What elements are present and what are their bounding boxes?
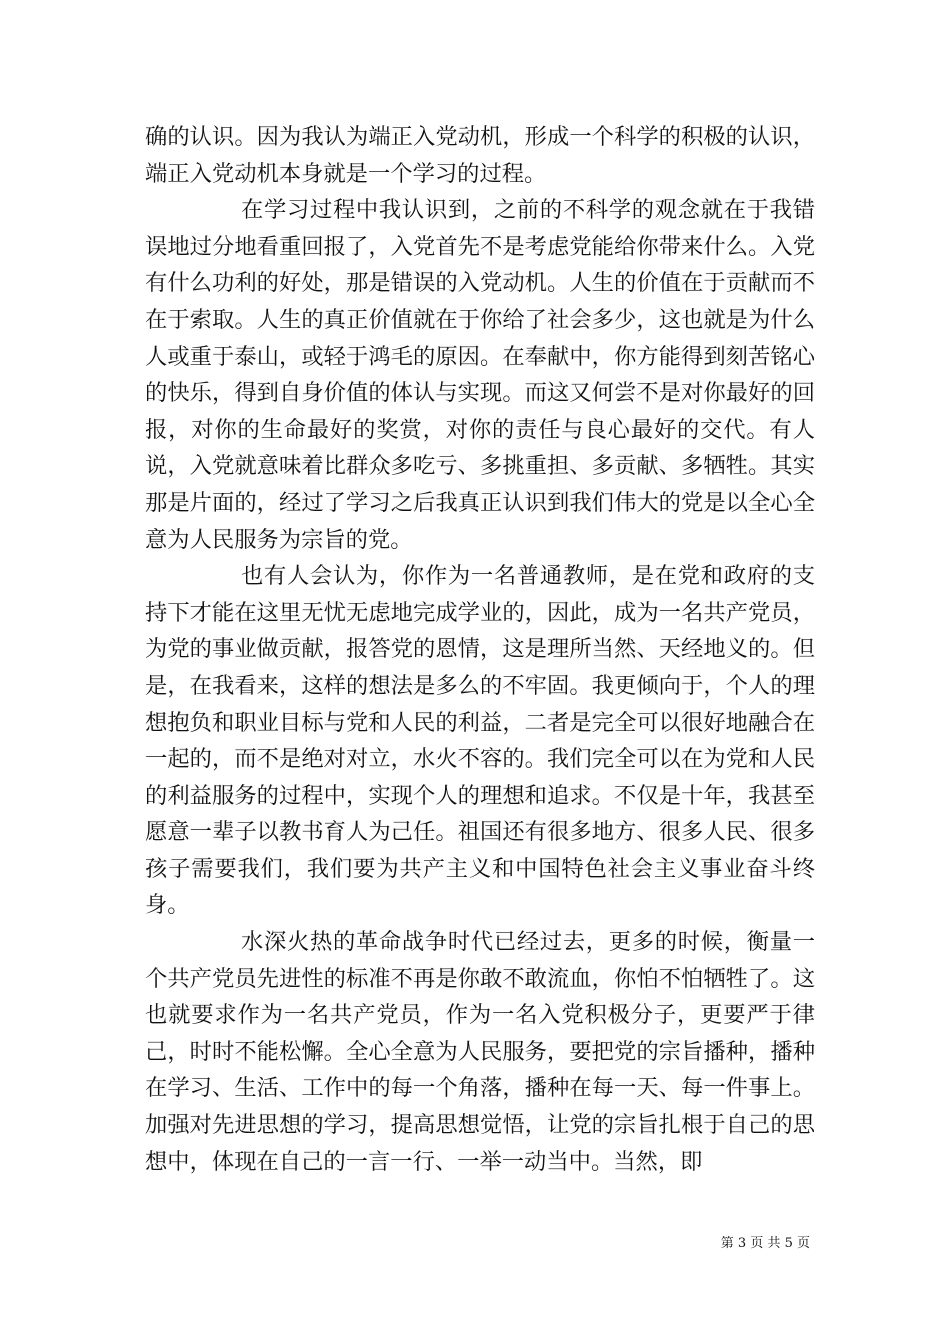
paragraph-teacher: 也有人会认为，你作为一名普通教师，是在党和政府的支持下才能在这里无忧无虑地完成学业的，因此，成为一名共产党员，为党的事业做贡献，报答党的恩情，这是理所当然、天经地义的。但是，在我看来，这样的想法是多么的不牢固。我更倾向于，个人的理想抱负和职业目标与党和人民的利益，二者是完全可以很好地融合在一起的，而不是绝对对立，水火不容的。我们完全可以在为党和人民的利益服务的过程中，实现个人的理想和追求。不仅是十年，我甚至愿意一辈子以教书育人为己任。祖国还有很多地方、很多人民、很多孩子需要我们，我们要为共产主义和中国特色社会主义事业奋斗终身。	[145, 563, 815, 919]
body-text	[145, 119, 815, 1180]
page-number: 第 3 页 共 5 页	[720, 1236, 810, 1251]
paragraph-learning: 在学习过程中我认识到，之前的不科学的观念就在于我错误地过分地看重回报了，入党首先不是考虑党能给你带来什么。入党有什么功利的好处，那是错误的入党动机。人生的价值在于贡献而不在于索取。人生的真正价值就在于你给了社会多少，这也就是为什么人或重于泰山，或轻于鸿毛的原因。在奉献中，你方能得到刻苦铭心的快乐，得到自身价值的体认与实现。而这又何尝不是对你最好的回报，对你的生命最好的奖赏，对你的责任与良心最好的交代。有人说，入党就意味着比群众多吃亏、多挑重担、多贡献、多牺牲。其实那是片面的，经过了学习之后我真正认识到我们伟大的党是以全心全意为人民服务为宗旨的党。	[145, 197, 815, 553]
paragraph-continuation: 确的认识。因为我认为端正入党动机，形成一个科学的积极的认识，端正入党动机本身就是一个学习的过程。	[145, 124, 815, 187]
paragraph-era: 水深火热的革命战争时代已经过去，更多的时候，衡量一个共产党员先进性的标准不再是你敢不敢流血，你怕不怕牺牲了。这也就要求作为一名共产党员，作为一名入党积极分子，更要严于律己，时时不能松懈。全心全意为人民服务，要把党的宗旨播种，播种在学习、生活、工作中的每一个角落，播种在每一天、每一件事上。加强对先进思想的学习，提高思想觉悟，让党的宗旨扎根于自己的思想中，体现在自己的一言一行、一举一动当中。当然，即	[145, 929, 815, 1175]
